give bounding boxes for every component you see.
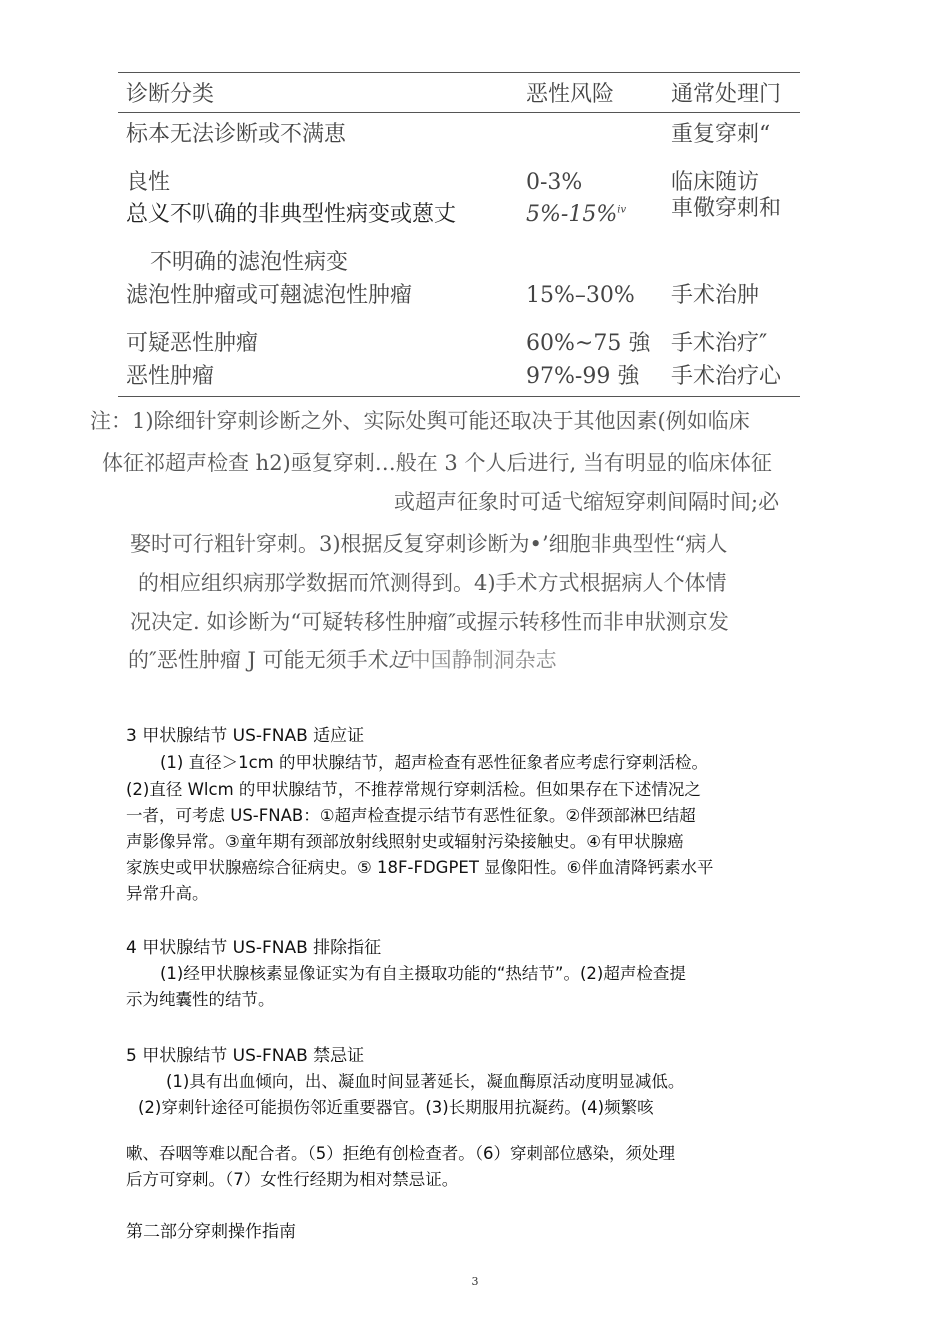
part-2-title: 第二部分穿刺操作指南 <box>126 1222 296 1242</box>
table-header-management: 通常处理门 <box>671 82 782 107</box>
table-bottom-rule <box>118 396 800 397</box>
section-3-title: 3 甲状腺结节 US-FNAB 适应证 <box>126 726 365 746</box>
page-number: 3 <box>471 1275 479 1288</box>
table-top-rule <box>118 72 800 73</box>
table-header-rule <box>118 112 800 113</box>
table-header-category: 诊断分类 <box>126 82 215 107</box>
table-header-risk: 恶性风险 <box>526 82 615 107</box>
section-4-title: 4 甲状腺结节 US-FNAB 排除指征 <box>126 938 382 958</box>
section-5-title: 5 甲状腺结节 US-FNAB 禁忌证 <box>126 1046 365 1066</box>
